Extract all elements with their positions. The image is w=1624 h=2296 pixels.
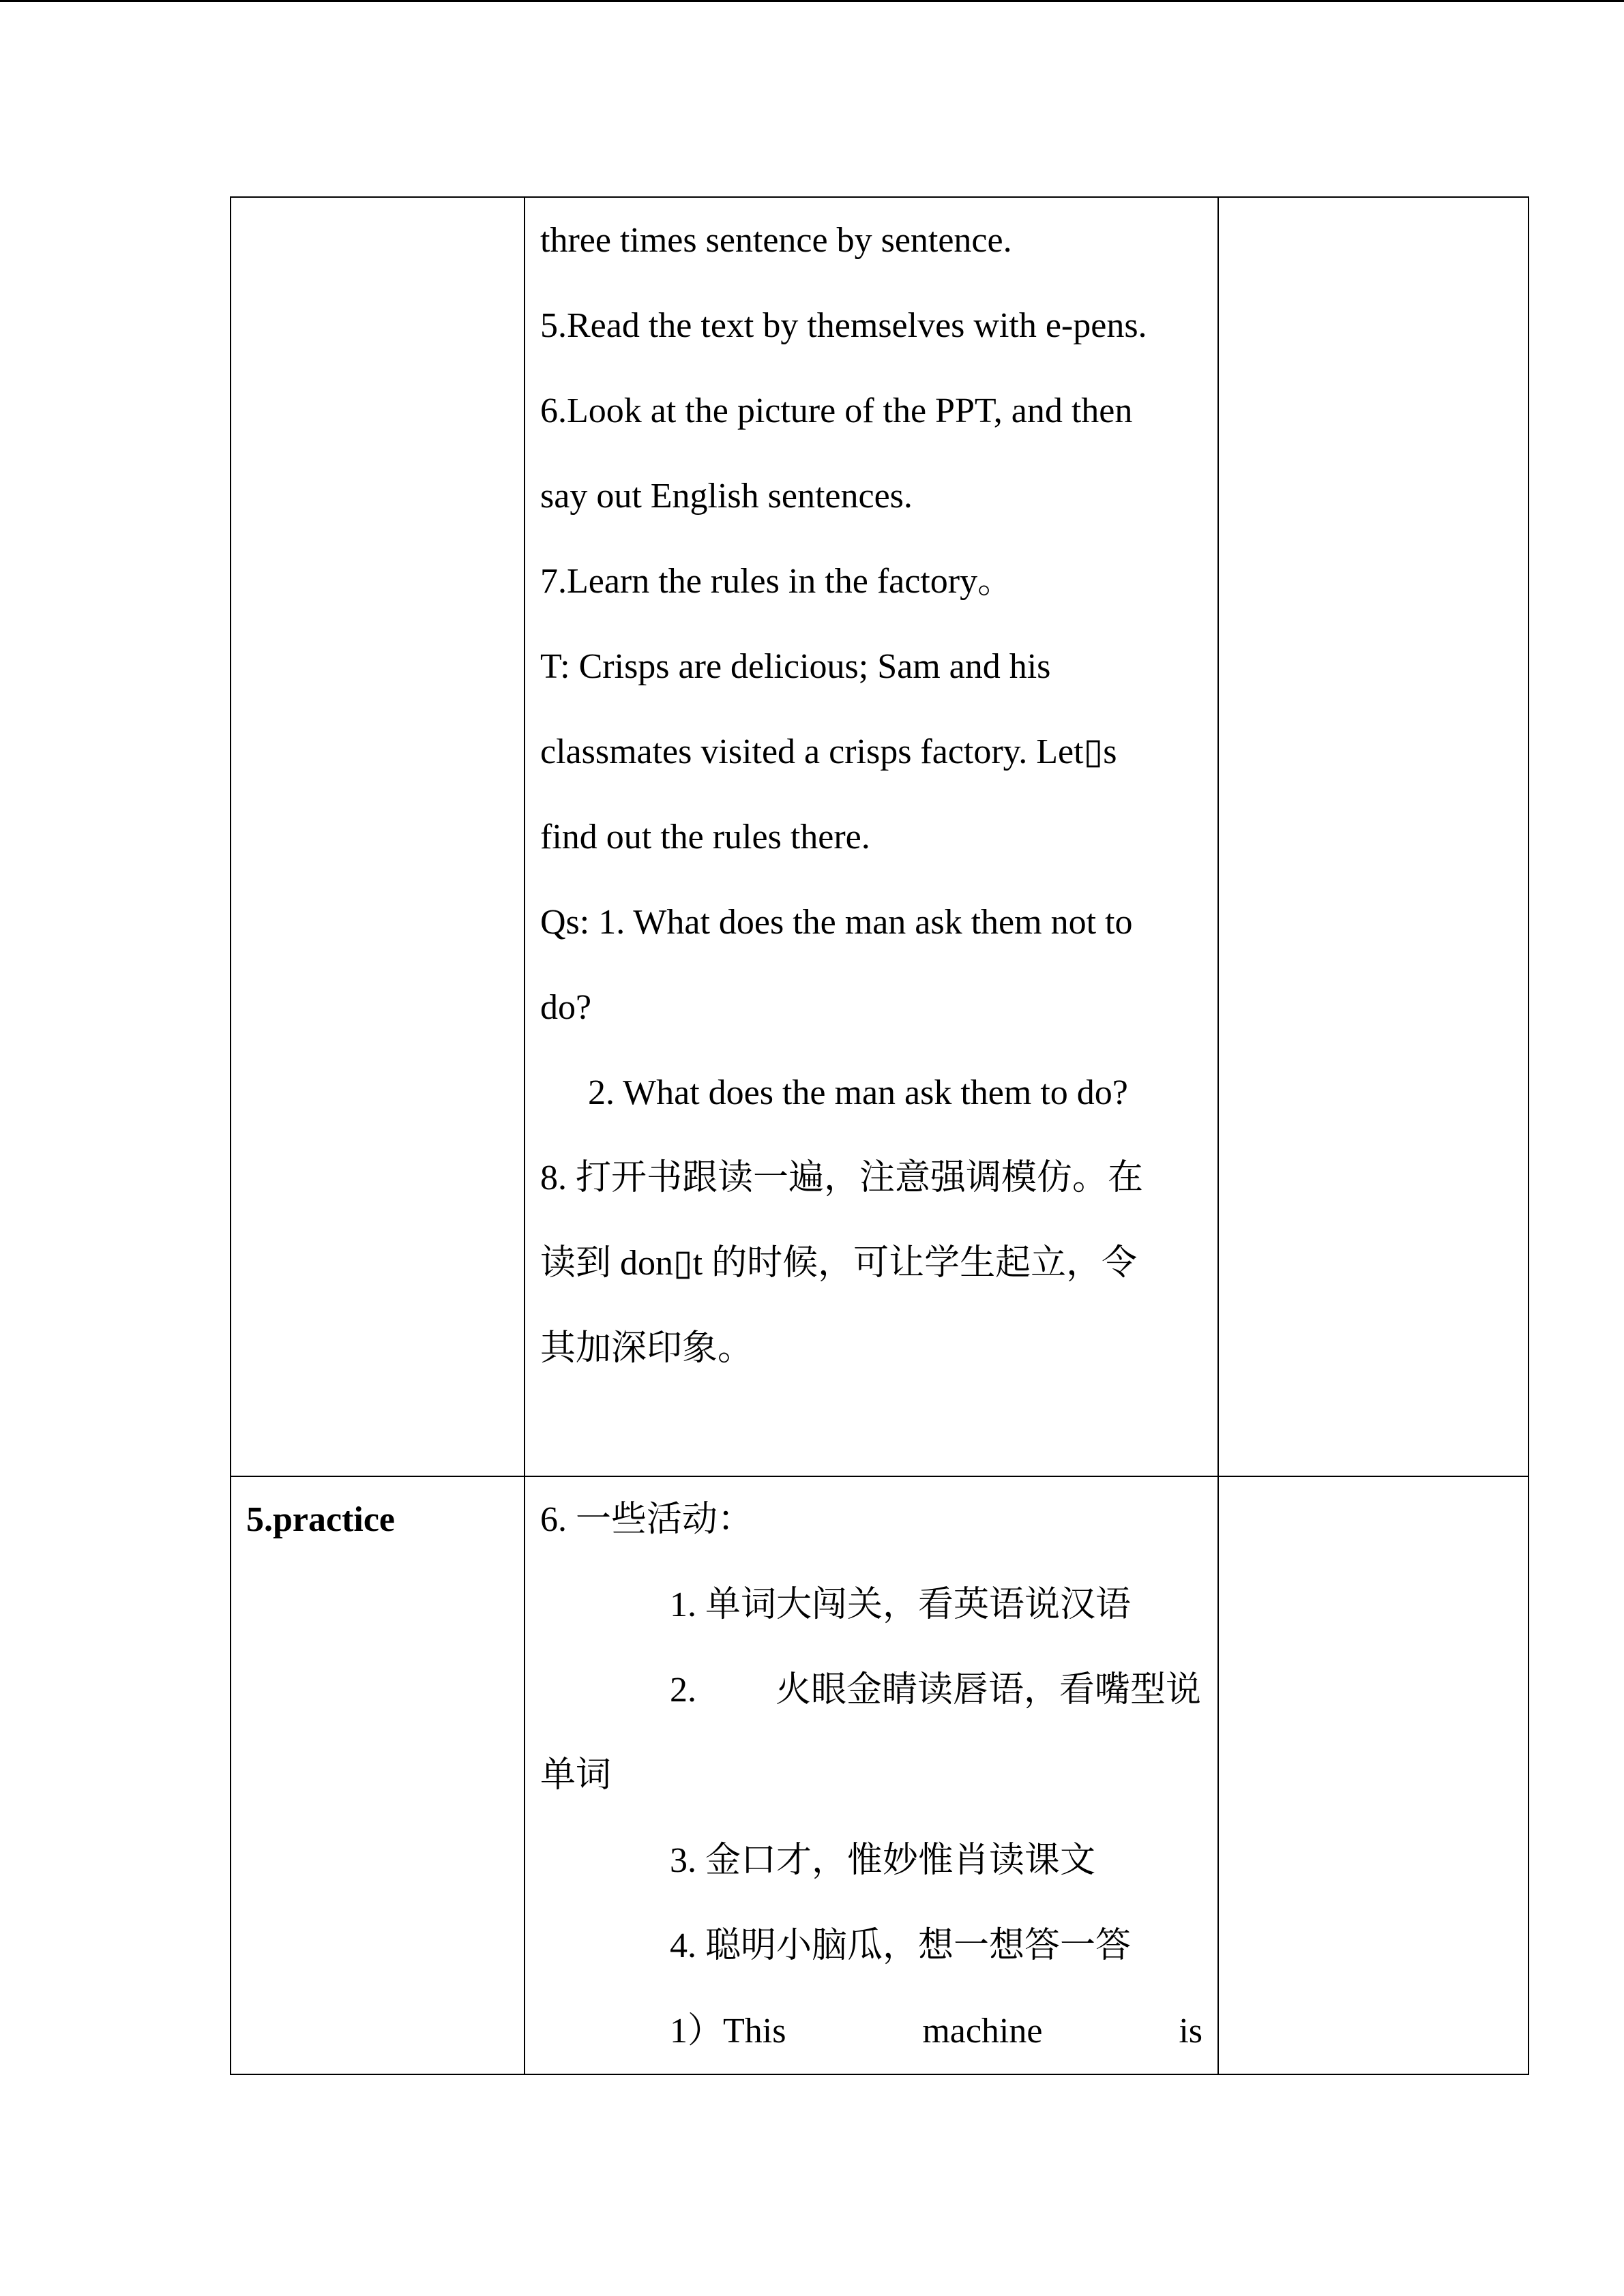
procedure-line: 6.Look at the picture of the PPT, and then	[540, 391, 1133, 430]
notes-cell	[1218, 197, 1529, 1476]
table-row	[231, 197, 1529, 1476]
notes-cell	[1218, 1476, 1529, 2074]
procedure-line: 7.Learn the rules in the factory。	[540, 562, 1014, 601]
activity-item-continuation: 单词	[540, 1756, 612, 1795]
procedure-line: say out English sentences.	[540, 477, 913, 516]
question-word: machine	[922, 2012, 1043, 2051]
stage-cell	[231, 197, 525, 1476]
procedure-line: 读到 don▯t 的时候，可让学生起立，令	[540, 1244, 1138, 1283]
page-top-border	[0, 0, 1624, 2]
procedure-cell	[525, 1476, 1218, 2074]
procedure-line: 其加深印象。	[540, 1329, 754, 1368]
activity-text: 火眼金睛读唇语，看嘴型说	[776, 1671, 1202, 1710]
procedure-line: 2. What does the man ask them to do?	[588, 1073, 1128, 1112]
procedure-line: three times sentence by sentence.	[540, 221, 1012, 260]
procedure-line: 8. 打开书跟读一遍，注意强调模仿。在	[540, 1159, 1144, 1197]
activity-item: 4. 聪明小脑瓜，想一想答一答	[670, 1926, 1132, 1965]
stage-label: 5.practice	[246, 1500, 396, 1539]
stage-cell	[231, 1476, 525, 2074]
procedure-line: 5.Read the text by themselves with e-pens.	[540, 306, 1147, 345]
activity-number: 2.	[670, 1671, 696, 1710]
question-word: is	[1179, 2012, 1202, 2051]
procedure-cell	[525, 197, 1218, 1476]
question-word: 1）This	[670, 2012, 786, 2051]
question-line	[540, 1988, 1202, 2074]
activities-intro: 6. 一些活动：	[540, 1500, 754, 1539]
activity-item: 1. 单词大闯关，看英语说汉语	[670, 1585, 1132, 1624]
activity-item: 3. 金口才，惟妙惟肖读课文	[670, 1841, 1096, 1880]
lesson-plan-table	[230, 196, 1529, 2075]
procedure-line: do?	[540, 988, 592, 1027]
activity-item	[540, 1648, 1202, 1733]
procedure-line: T: Crisps are delicious; Sam and his	[540, 647, 1051, 686]
procedure-line: classmates visited a crisps factory. Let▯s	[540, 732, 1117, 771]
procedure-line: find out the rules there.	[540, 818, 870, 856]
procedure-line: Qs: 1. What does the man ask them not to	[540, 903, 1133, 942]
table-row	[231, 1476, 1529, 2074]
